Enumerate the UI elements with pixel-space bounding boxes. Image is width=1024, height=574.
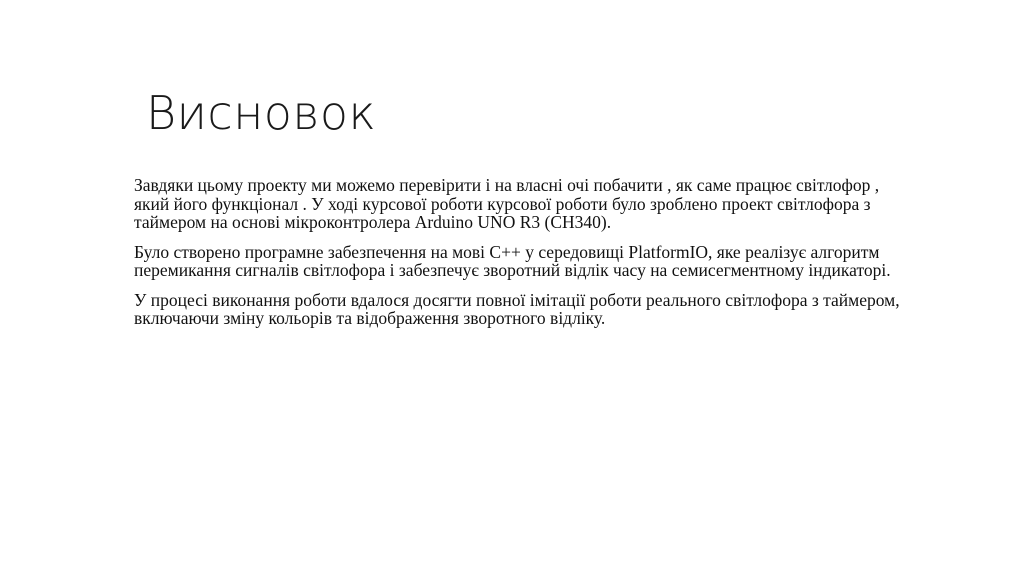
paragraph-3: У процесі виконання роботи вдалося досягти повної імітації роботи реального світлофора з таймером, включаючи зміну кольорів та відображення зворотного відліку. — [134, 289, 900, 328]
slide-body — [134, 176, 914, 339]
paragraph-2: Було створено програмне забезпечення на мові C++ у середовищі PlatformIO, яке реалізує алгоритм перемикання сигналів світлофора і забезпечує зворотний відлік часу на семисегментному індикаторі. — [134, 241, 891, 280]
slide-title: Висновок — [146, 86, 377, 140]
paragraph-1: Завдяки цьому проекту ми можемо перевірити і на власні очі побачити , як саме працює світлофор , який його функціонал . У ході курсової роботи курсової роботи було зроблено проект світлофора з таймером на основі мікроконтролера Arduino UNO R3 (CH340). — [134, 175, 880, 232]
